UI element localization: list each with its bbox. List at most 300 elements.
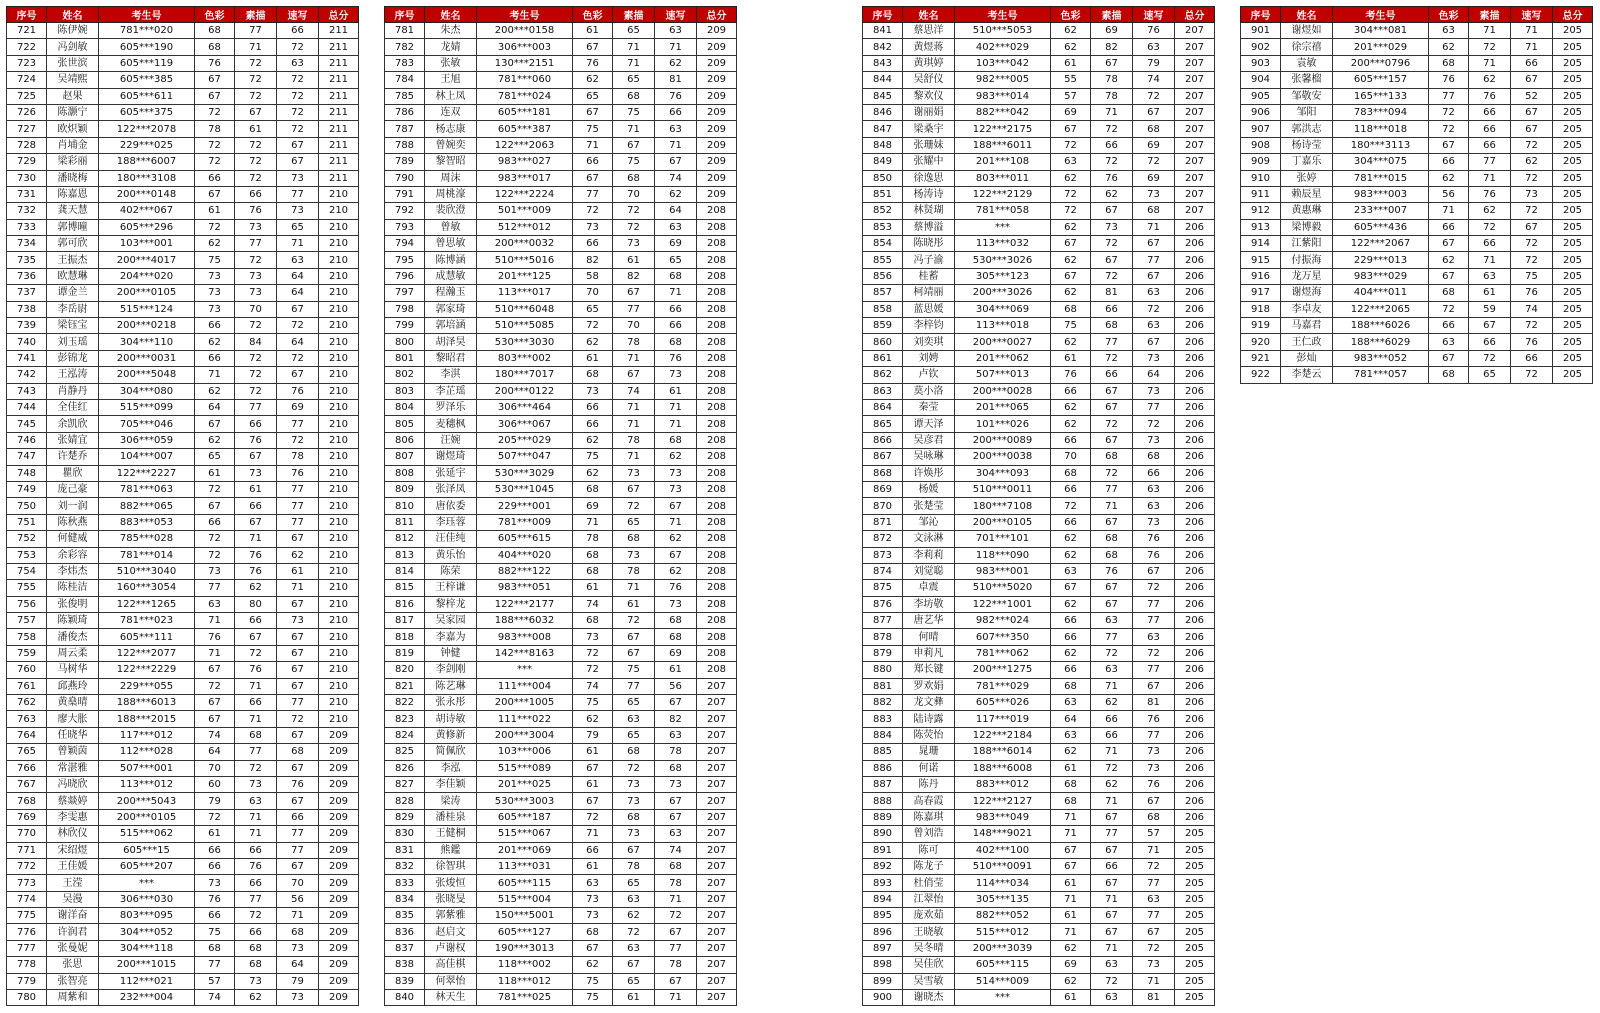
cell-quick-sketch-score: 67: [1133, 924, 1175, 940]
cell-seq: 780: [7, 990, 47, 1006]
cell-total-score: 210: [319, 350, 359, 366]
cell-total-score: 211: [319, 154, 359, 170]
cell-color-score: 73: [195, 875, 235, 891]
table-row: [385, 629, 737, 645]
cell-name: 谢煜如: [1281, 23, 1333, 39]
table-row: [7, 776, 359, 792]
cell-sketch-score: 67: [1091, 875, 1133, 891]
cell-color-score: 68: [1051, 678, 1091, 694]
cell-seq: 732: [7, 203, 47, 219]
cell-color-score: 76: [1051, 367, 1091, 383]
cell-sketch-score: 68: [235, 940, 277, 956]
cell-seq: 754: [7, 563, 47, 579]
table-row: [863, 268, 1215, 284]
cell-exam-id: 200***1275: [955, 662, 1051, 678]
cell-quick-sketch-score: 76: [655, 580, 697, 596]
cell-color-score: 61: [1051, 760, 1091, 776]
cell-seq: 766: [7, 760, 47, 776]
cell-name: 蔡燚婷: [47, 793, 99, 809]
cell-quick-sketch-score: 62: [655, 563, 697, 579]
cell-sketch-score: 66: [1091, 137, 1133, 153]
cell-sketch-score: 72: [235, 318, 277, 334]
cell-name: 杜俏莹: [903, 875, 955, 891]
cell-color-score: 71: [195, 367, 235, 383]
cell-seq: 916: [1241, 268, 1281, 284]
cell-quick-sketch-score: 79: [277, 973, 319, 989]
table-row: [385, 449, 737, 465]
cell-color-score: 71: [573, 137, 613, 153]
cell-total-score: 205: [1175, 924, 1215, 940]
cell-quick-sketch-score: 78: [655, 744, 697, 760]
cell-total-score: 207: [697, 891, 737, 907]
cell-exam-id: 229***001: [477, 498, 573, 514]
cell-color-score: 66: [195, 842, 235, 858]
cell-name: 王健桐: [425, 826, 477, 842]
cell-sketch-score: 62: [1091, 186, 1133, 202]
cell-quick-sketch-score: 68: [277, 744, 319, 760]
cell-sketch-score: 61: [235, 481, 277, 497]
cell-name: 郑长键: [903, 662, 955, 678]
score-table-1: [6, 6, 359, 1006]
cell-sketch-score: 71: [235, 711, 277, 727]
cell-quick-sketch-score: 67: [277, 760, 319, 776]
cell-quick-sketch-score: 77: [277, 416, 319, 432]
cell-color-score: 62: [1051, 744, 1091, 760]
cell-exam-id: 201***065: [955, 399, 1051, 415]
cell-seq: 762: [7, 695, 47, 711]
cell-seq: 771: [7, 842, 47, 858]
cell-quick-sketch-score: 77: [1133, 613, 1175, 629]
cell-exam-id: 201***069: [477, 842, 573, 858]
cell-total-score: 207: [1175, 104, 1215, 120]
cell-name: 吴靖熙: [47, 72, 99, 88]
cell-quick-sketch-score: 68: [1133, 449, 1175, 465]
cell-name: 袁敏: [1281, 55, 1333, 71]
cell-name: 汪婉: [425, 432, 477, 448]
table-row: [1241, 170, 1593, 186]
cell-exam-id: 983***014: [955, 88, 1051, 104]
cell-exam-id: 113***012: [99, 776, 195, 792]
cell-color-score: 79: [195, 793, 235, 809]
cell-total-score: 205: [1553, 104, 1593, 120]
cell-sketch-score: 68: [235, 957, 277, 973]
cell-exam-id: 122***2129: [955, 186, 1051, 202]
cell-seq: 812: [385, 531, 425, 547]
cell-name: 梁博毅: [1281, 219, 1333, 235]
cell-quick-sketch-score: 73: [1133, 186, 1175, 202]
cell-quick-sketch-score: 78: [655, 875, 697, 891]
table-row: [863, 236, 1215, 252]
cell-name: 陈秋燕: [47, 514, 99, 530]
cell-name: 江紫阳: [1281, 236, 1333, 252]
cell-seq: 857: [863, 285, 903, 301]
cell-name: 张焌恒: [425, 875, 477, 891]
cell-color-score: 72: [573, 318, 613, 334]
cell-exam-id: 882***042: [955, 104, 1051, 120]
table-row: [385, 301, 737, 317]
table-row: [7, 432, 359, 448]
cell-name: 申莉凡: [903, 645, 955, 661]
table-row: [1241, 285, 1593, 301]
cell-name: 李坊敬: [903, 596, 955, 612]
cell-total-score: 206: [1175, 695, 1215, 711]
cell-exam-id: 983***052: [1333, 350, 1429, 366]
cell-exam-id: 101***026: [955, 416, 1051, 432]
cell-sketch-score: 67: [1091, 514, 1133, 530]
cell-total-score: 210: [319, 219, 359, 235]
cell-seq: 806: [385, 432, 425, 448]
cell-exam-id: 229***055: [99, 678, 195, 694]
cell-quick-sketch-score: 63: [1133, 629, 1175, 645]
cell-name: 陆诗露: [903, 711, 955, 727]
table-row: [1241, 219, 1593, 235]
cell-name: 王梓谦: [425, 580, 477, 596]
cell-color-score: 72: [195, 809, 235, 825]
cell-seq: 825: [385, 744, 425, 760]
cell-name: 余彩容: [47, 547, 99, 563]
cell-sketch-score: 68: [613, 744, 655, 760]
cell-seq: 721: [7, 23, 47, 39]
cell-name: 宋绍煜: [47, 842, 99, 858]
cell-seq: 765: [7, 744, 47, 760]
cell-total-score: 209: [697, 121, 737, 137]
cell-name: 张晓旻: [425, 891, 477, 907]
cell-quick-sketch-score: 67: [277, 137, 319, 153]
cell-exam-id: 515***062: [99, 826, 195, 842]
cell-total-score: 206: [1175, 711, 1215, 727]
cell-exam-id: 200***0105: [99, 809, 195, 825]
table-row: [385, 252, 737, 268]
cell-exam-id: 188***6007: [99, 154, 195, 170]
cell-exam-id: 781***020: [99, 23, 195, 39]
cell-total-score: 205: [1553, 318, 1593, 334]
cell-color-score: 62: [573, 334, 613, 350]
cell-exam-id: 605***026: [955, 695, 1051, 711]
cell-seq: 736: [7, 268, 47, 284]
cell-quick-sketch-score: 73: [1133, 744, 1175, 760]
table-row: [385, 695, 737, 711]
cell-name: 杨涛诗: [903, 186, 955, 202]
cell-exam-id: 111***004: [477, 678, 573, 694]
table-row: [385, 580, 737, 596]
cell-exam-id: 882***065: [99, 498, 195, 514]
cell-quick-sketch-score: 77: [655, 940, 697, 956]
cell-quick-sketch-score: 67: [277, 727, 319, 743]
table-row: [863, 711, 1215, 727]
table-row: [7, 137, 359, 153]
cell-name: 李雯惠: [47, 809, 99, 825]
cell-seq: 755: [7, 580, 47, 596]
cell-color-score: 71: [1051, 924, 1091, 940]
cell-name: 唐艺华: [903, 613, 955, 629]
table-row: [863, 154, 1215, 170]
cell-exam-id: 201***062: [955, 350, 1051, 366]
header-row: [7, 7, 359, 23]
cell-seq: 740: [7, 334, 47, 350]
cell-total-score: 210: [319, 514, 359, 530]
cell-sketch-score: 72: [235, 645, 277, 661]
cell-exam-id: 103***042: [955, 55, 1051, 71]
table-row: [7, 645, 359, 661]
cell-sketch-score: 78: [613, 563, 655, 579]
cell-quick-sketch-score: 66: [1511, 55, 1553, 71]
cell-name: 赵果: [47, 88, 99, 104]
cell-exam-id: 200***0218: [99, 318, 195, 334]
cell-exam-id: 304***081: [1333, 23, 1429, 39]
cell-quick-sketch-score: 77: [1133, 662, 1175, 678]
cell-sketch-score: 61: [613, 596, 655, 612]
score-table-3: [862, 6, 1215, 1006]
cell-seq: 867: [863, 449, 903, 465]
cell-name: 张延宇: [425, 465, 477, 481]
cell-color-score: 69: [1051, 957, 1091, 973]
cell-quick-sketch-score: 68: [655, 432, 697, 448]
cell-total-score: 208: [697, 514, 737, 530]
cell-color-score: 61: [573, 23, 613, 39]
cell-exam-id: 113***031: [477, 858, 573, 874]
cell-total-score: 205: [1553, 285, 1593, 301]
cell-exam-id: 122***2078: [99, 121, 195, 137]
cell-total-score: 208: [697, 252, 737, 268]
cell-seq: 729: [7, 154, 47, 170]
cell-color-score: 72: [195, 137, 235, 153]
cell-sketch-score: 69: [1091, 23, 1133, 39]
cell-total-score: 208: [697, 531, 737, 547]
cell-name: 周云柔: [47, 645, 99, 661]
table-row: [863, 301, 1215, 317]
cell-total-score: 209: [319, 908, 359, 924]
table-row: [1241, 318, 1593, 334]
cell-total-score: 207: [697, 826, 737, 842]
cell-name: 刘玉瑶: [47, 334, 99, 350]
cell-quick-sketch-score: 69: [1133, 137, 1175, 153]
table-row: [7, 613, 359, 629]
cell-quick-sketch-score: 67: [655, 793, 697, 809]
table-row: [7, 416, 359, 432]
cell-seq: 829: [385, 809, 425, 825]
cell-seq: 737: [7, 285, 47, 301]
cell-color-score: 68: [1429, 285, 1469, 301]
table-row: [7, 678, 359, 694]
cell-sketch-score: 65: [613, 514, 655, 530]
cell-sketch-score: 77: [1469, 154, 1511, 170]
cell-seq: 842: [863, 39, 903, 55]
cell-name: 冯子渝: [903, 252, 955, 268]
cell-color-score: 68: [573, 547, 613, 563]
cell-total-score: 205: [1553, 334, 1593, 350]
cell-total-score: 207: [697, 875, 737, 891]
table-row: [863, 531, 1215, 547]
cell-exam-id: 200***3004: [477, 727, 573, 743]
table-row: [385, 809, 737, 825]
cell-total-score: 208: [697, 645, 737, 661]
cell-seq: 786: [385, 104, 425, 120]
table-row: [1241, 55, 1593, 71]
table-row: [863, 760, 1215, 776]
cell-exam-id: 232***004: [99, 990, 195, 1006]
cell-quick-sketch-score: 77: [277, 695, 319, 711]
cell-color-score: 66: [195, 350, 235, 366]
cell-quick-sketch-score: 63: [1133, 891, 1175, 907]
cell-seq: 895: [863, 908, 903, 924]
cell-total-score: 208: [697, 350, 737, 366]
cell-seq: 811: [385, 514, 425, 530]
cell-quick-sketch-score: 67: [1133, 236, 1175, 252]
cell-name: 黄煜蒋: [903, 39, 955, 55]
cell-quick-sketch-score: 67: [1511, 121, 1553, 137]
cell-name: 谭天泽: [903, 416, 955, 432]
cell-total-score: 210: [319, 252, 359, 268]
cell-color-score: 66: [1429, 154, 1469, 170]
cell-sketch-score: 72: [235, 350, 277, 366]
cell-color-score: 76: [195, 629, 235, 645]
cell-seq: 752: [7, 531, 47, 547]
cell-total-score: 206: [1175, 399, 1215, 415]
cell-exam-id: 515***012: [955, 924, 1051, 940]
table-row: [385, 514, 737, 530]
cell-name: 汪佳纯: [425, 531, 477, 547]
cell-quick-sketch-score: 73: [1133, 514, 1175, 530]
cell-seq: 819: [385, 645, 425, 661]
cell-quick-sketch-score: 72: [277, 88, 319, 104]
cell-exam-id: ***: [477, 662, 573, 678]
cell-name: 吴冬晴: [903, 940, 955, 956]
column-header-color-score: 色彩: [195, 7, 235, 23]
cell-sketch-score: 77: [235, 23, 277, 39]
cell-quick-sketch-score: 71: [655, 137, 697, 153]
cell-sketch-score: 72: [613, 219, 655, 235]
cell-color-score: 66: [1429, 219, 1469, 235]
cell-name: 张曼妮: [47, 940, 99, 956]
cell-sketch-score: 72: [613, 613, 655, 629]
cell-color-score: 56: [1429, 186, 1469, 202]
cell-color-score: 73: [573, 383, 613, 399]
table-row: [385, 826, 737, 842]
cell-seq: 839: [385, 973, 425, 989]
cell-seq: 826: [385, 760, 425, 776]
cell-sketch-score: 67: [613, 137, 655, 153]
cell-exam-id: 150***5001: [477, 908, 573, 924]
cell-total-score: 205: [1175, 875, 1215, 891]
cell-seq: 850: [863, 170, 903, 186]
cell-sketch-score: 62: [1469, 72, 1511, 88]
cell-total-score: 206: [1175, 465, 1215, 481]
cell-color-score: 62: [1051, 252, 1091, 268]
cell-exam-id: 515***067: [477, 826, 573, 842]
cell-quick-sketch-score: 64: [277, 268, 319, 284]
cell-name: 文泳淋: [903, 531, 955, 547]
cell-name: 黄琪婷: [903, 55, 955, 71]
cell-quick-sketch-score: 73: [1133, 350, 1175, 366]
cell-color-score: 69: [1051, 104, 1091, 120]
cell-name: 谢丽娟: [903, 104, 955, 120]
cell-total-score: 210: [319, 481, 359, 497]
cell-seq: 775: [7, 908, 47, 924]
cell-color-score: 72: [195, 219, 235, 235]
cell-color-score: 75: [573, 449, 613, 465]
cell-total-score: 208: [697, 236, 737, 252]
cell-total-score: 205: [1553, 236, 1593, 252]
cell-color-score: 62: [1051, 645, 1091, 661]
cell-total-score: 208: [697, 268, 737, 284]
cell-sketch-score: 66: [1469, 137, 1511, 153]
cell-sketch-score: 73: [613, 547, 655, 563]
cell-color-score: 72: [195, 678, 235, 694]
cell-name: 陈可: [903, 842, 955, 858]
cell-total-score: 207: [1175, 186, 1215, 202]
cell-sketch-score: 70: [613, 318, 655, 334]
cell-seq: 725: [7, 88, 47, 104]
table-row: [385, 318, 737, 334]
cell-sketch-score: 73: [235, 465, 277, 481]
cell-sketch-score: 66: [235, 613, 277, 629]
cell-seq: 722: [7, 39, 47, 55]
cell-quick-sketch-score: 67: [1133, 104, 1175, 120]
cell-sketch-score: 63: [1091, 957, 1133, 973]
cell-sketch-score: 77: [613, 301, 655, 317]
cell-seq: 768: [7, 793, 47, 809]
table-row: [385, 908, 737, 924]
cell-quick-sketch-score: 71: [655, 990, 697, 1006]
cell-color-score: 63: [573, 875, 613, 891]
cell-sketch-score: 66: [235, 416, 277, 432]
cell-quick-sketch-score: 68: [655, 629, 697, 645]
cell-seq: 824: [385, 727, 425, 743]
cell-total-score: 210: [319, 236, 359, 252]
cell-sketch-score: 73: [613, 236, 655, 252]
cell-color-score: 66: [195, 318, 235, 334]
cell-total-score: 209: [319, 891, 359, 907]
cell-name: 陈嘉恩: [47, 186, 99, 202]
cell-total-score: 207: [1175, 170, 1215, 186]
cell-seq: 900: [863, 990, 903, 1006]
table-row: [863, 432, 1215, 448]
cell-color-score: 67: [573, 940, 613, 956]
table-row: [385, 416, 737, 432]
cell-color-score: 79: [573, 727, 613, 743]
cell-seq: 856: [863, 268, 903, 284]
cell-exam-id: 983***051: [477, 580, 573, 596]
cell-total-score: 205: [1175, 990, 1215, 1006]
cell-color-score: 66: [1051, 662, 1091, 678]
cell-color-score: 62: [1051, 596, 1091, 612]
cell-exam-id: 118***018: [1333, 121, 1429, 137]
cell-sketch-score: 72: [1469, 219, 1511, 235]
cell-quick-sketch-score: 71: [277, 580, 319, 596]
cell-quick-sketch-score: 76: [1511, 285, 1553, 301]
cell-exam-id: 605***115: [955, 957, 1051, 973]
cell-exam-id: 510***5085: [477, 318, 573, 334]
cell-total-score: 209: [319, 776, 359, 792]
cell-seq: 792: [385, 203, 425, 219]
cell-color-score: 70: [195, 760, 235, 776]
table-row: [385, 990, 737, 1006]
cell-sketch-score: 65: [613, 72, 655, 88]
cell-sketch-score: 71: [1091, 891, 1133, 907]
cell-sketch-score: 73: [235, 776, 277, 792]
cell-sketch-score: 78: [613, 334, 655, 350]
cell-name: 谢煜海: [1281, 285, 1333, 301]
cell-name: 陈丹: [903, 776, 955, 792]
cell-total-score: 209: [697, 55, 737, 71]
cell-quick-sketch-score: 67: [655, 924, 697, 940]
cell-quick-sketch-score: 67: [277, 858, 319, 874]
cell-total-score: 210: [319, 678, 359, 694]
cell-color-score: 62: [1051, 170, 1091, 186]
cell-exam-id: 605***190: [99, 39, 195, 55]
table-row: [863, 727, 1215, 743]
table-row: [7, 39, 359, 55]
